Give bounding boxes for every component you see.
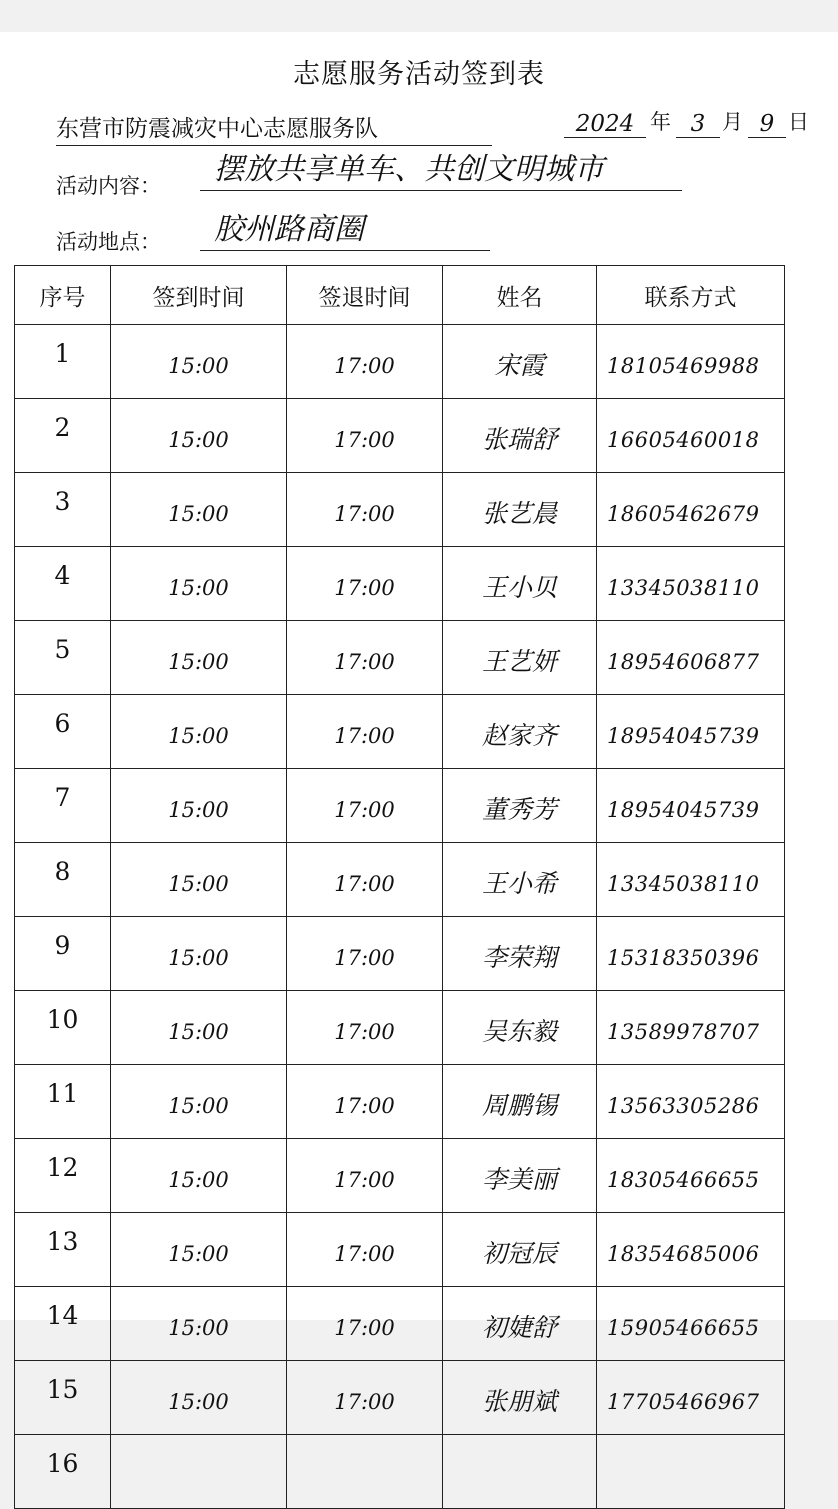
activity-location-value: 胶州路商圈 [200, 210, 490, 251]
volunteer-name: 张朋斌 [443, 1361, 597, 1435]
sign-out-time: 17:00 [287, 547, 443, 621]
table-row [15, 399, 785, 473]
table-header-row [15, 266, 785, 325]
table-row [15, 1139, 785, 1213]
contact-phone: 13345038110 [597, 843, 785, 917]
sign-out-time: 17:00 [287, 621, 443, 695]
sign-in-time: 15:00 [111, 1139, 287, 1213]
table-row [15, 991, 785, 1065]
contact-phone: 18305466655 [597, 1139, 785, 1213]
header-index: 序号 [15, 266, 111, 325]
row-index: 16 [15, 1435, 111, 1509]
sign-in-sheet [0, 32, 838, 1478]
volunteer-name: 李美丽 [443, 1139, 597, 1213]
table-row [15, 325, 785, 399]
contact-phone: 13345038110 [597, 547, 785, 621]
sign-in-time [111, 1435, 287, 1509]
row-index: 12 [15, 1139, 111, 1213]
sign-in-time: 15:00 [111, 695, 287, 769]
sign-out-time: 17:00 [287, 843, 443, 917]
row-index: 7 [15, 769, 111, 843]
row-index: 15 [15, 1361, 111, 1435]
volunteer-name: 李荣翔 [443, 917, 597, 991]
row-index: 2 [15, 399, 111, 473]
header-sign-out-time: 签退时间 [287, 266, 443, 325]
sign-out-time: 17:00 [287, 399, 443, 473]
volunteer-name: 张瑞舒 [443, 399, 597, 473]
volunteer-name: 张艺晨 [443, 473, 597, 547]
sign-out-time [287, 1435, 443, 1509]
activity-content-value: 摆放共享单车、共创文明城市 [200, 150, 682, 191]
table-row [15, 1287, 785, 1361]
sign-in-time: 15:00 [111, 769, 287, 843]
sign-in-time: 15:00 [111, 325, 287, 399]
sign-in-time: 15:00 [111, 917, 287, 991]
sign-in-time: 15:00 [111, 399, 287, 473]
row-index: 3 [15, 473, 111, 547]
sign-out-time: 17:00 [287, 325, 443, 399]
header-sign-in-time: 签到时间 [111, 266, 287, 325]
sign-out-time: 17:00 [287, 1361, 443, 1435]
contact-phone: 15318350396 [597, 917, 785, 991]
table-row [15, 547, 785, 621]
table-row [15, 917, 785, 991]
row-index: 11 [15, 1065, 111, 1139]
volunteer-name: 赵家齐 [443, 695, 597, 769]
volunteer-name: 初婕舒 [443, 1287, 597, 1361]
sign-in-time: 15:00 [111, 843, 287, 917]
sign-in-time: 15:00 [111, 1287, 287, 1361]
table-row [15, 1213, 785, 1287]
sign-out-time: 17:00 [287, 1287, 443, 1361]
contact-phone: 17705466967 [597, 1361, 785, 1435]
organization-name: 东营市防震减灾中心志愿服务队 [56, 110, 492, 146]
row-index: 10 [15, 991, 111, 1065]
sign-out-time: 17:00 [287, 991, 443, 1065]
volunteer-name: 初冠辰 [443, 1213, 597, 1287]
contact-phone: 16605460018 [597, 399, 785, 473]
sign-in-time: 15:00 [111, 473, 287, 547]
sign-out-time: 17:00 [287, 769, 443, 843]
date-line [560, 102, 820, 142]
table-row [15, 1065, 785, 1139]
row-index: 1 [15, 325, 111, 399]
sign-in-time: 15:00 [111, 1361, 287, 1435]
row-index: 14 [15, 1287, 111, 1361]
date-year-unit: 年 [650, 110, 671, 134]
sign-in-time: 15:00 [111, 547, 287, 621]
date-month: 3 [676, 111, 720, 138]
sign-out-time: 17:00 [287, 473, 443, 547]
sign-out-time: 17:00 [287, 917, 443, 991]
contact-phone: 18954045739 [597, 695, 785, 769]
date-month-unit: 月 [722, 110, 743, 134]
table-row [15, 473, 785, 547]
table-row [15, 769, 785, 843]
volunteer-name [443, 1435, 597, 1509]
row-index: 6 [15, 695, 111, 769]
table-row [15, 621, 785, 695]
volunteer-name: 吴东毅 [443, 991, 597, 1065]
activity-content-label: 活动内容： [56, 174, 161, 198]
volunteer-name: 董秀芳 [443, 769, 597, 843]
sign-in-time: 15:00 [111, 1213, 287, 1287]
contact-phone: 15905466655 [597, 1287, 785, 1361]
contact-phone [597, 1435, 785, 1509]
volunteer-name: 周鹏锡 [443, 1065, 597, 1139]
table-row [15, 695, 785, 769]
volunteer-name: 王艺妍 [443, 621, 597, 695]
volunteer-name: 王小希 [443, 843, 597, 917]
contact-phone: 18105469988 [597, 325, 785, 399]
activity-location-label: 活动地点： [56, 230, 161, 254]
sign-out-time: 17:00 [287, 1139, 443, 1213]
sign-out-time: 17:00 [287, 695, 443, 769]
contact-phone: 13563305286 [597, 1065, 785, 1139]
date-year: 2024 [564, 111, 646, 138]
volunteer-name: 王小贝 [443, 547, 597, 621]
contact-phone: 13589978707 [597, 991, 785, 1065]
contact-phone: 18954606877 [597, 621, 785, 695]
header-contact: 联系方式 [597, 266, 785, 325]
row-index: 4 [15, 547, 111, 621]
date-day-unit: 日 [788, 110, 809, 134]
volunteer-name: 宋霞 [443, 325, 597, 399]
sign-in-time: 15:00 [111, 991, 287, 1065]
contact-phone: 18354685006 [597, 1213, 785, 1287]
sign-out-time: 17:00 [287, 1213, 443, 1287]
table-row [15, 1435, 785, 1509]
row-index: 8 [15, 843, 111, 917]
row-index: 9 [15, 917, 111, 991]
table-row [15, 1361, 785, 1435]
date-day: 9 [748, 111, 786, 138]
table-row [15, 843, 785, 917]
sign-in-table [14, 265, 785, 1509]
form-title: 志愿服务活动签到表 [293, 59, 545, 90]
contact-phone: 18954045739 [597, 769, 785, 843]
sign-in-time: 15:00 [111, 621, 287, 695]
header-name: 姓名 [443, 266, 597, 325]
sign-out-time: 17:00 [287, 1065, 443, 1139]
row-index: 5 [15, 621, 111, 695]
row-index: 13 [15, 1213, 111, 1287]
sign-in-time: 15:00 [111, 1065, 287, 1139]
contact-phone: 18605462679 [597, 473, 785, 547]
